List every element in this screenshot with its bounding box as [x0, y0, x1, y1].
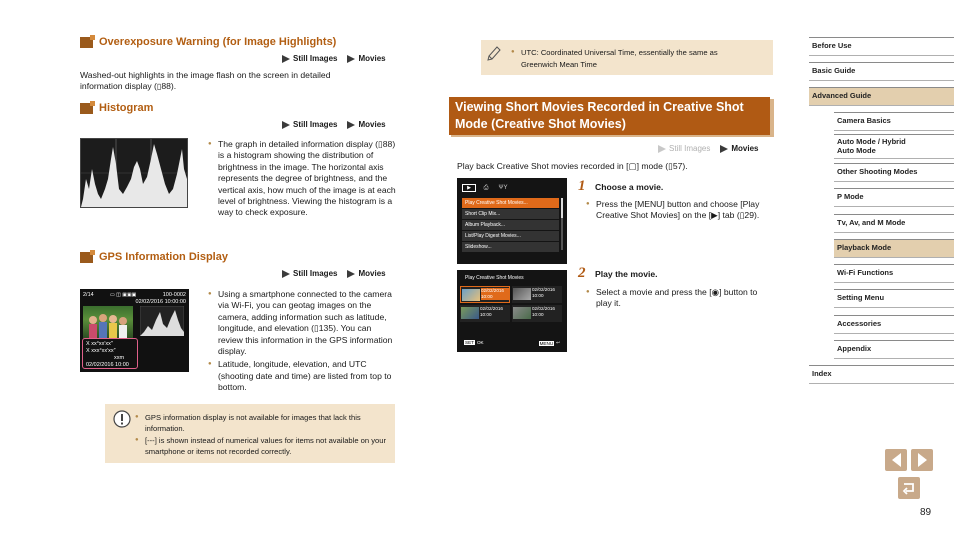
- triangle-icon: [282, 55, 290, 63]
- gps-longitude: X xxx°xx′xx″: [86, 348, 116, 354]
- sidebar-item-index[interactable]: [809, 365, 954, 384]
- sidebar-item-wifi-functions[interactable]: [834, 264, 954, 283]
- movie-thumb-date: 02/02/2016 10:00: [532, 287, 555, 298]
- tag-still-label: Still Images: [669, 144, 711, 153]
- sidebar-label: Setting Menu: [837, 293, 885, 302]
- gps-bullet: ● Latitude, longitude, elevation, and UTC (shooting date and time) are listed from top to bottom.: [208, 359, 398, 393]
- overexposure-heading: [80, 36, 336, 48]
- tag-movies-label: Movies: [358, 120, 386, 129]
- step-1-title: Choose a movie.: [595, 182, 664, 192]
- overexposure-ref[interactable]: 88: [161, 81, 171, 92]
- gps-description: [208, 289, 398, 394]
- tag-movies: [347, 120, 385, 129]
- arrow-right-icon: [918, 453, 927, 467]
- gps-date-top: 02/02/2016 10:00:00: [135, 299, 186, 305]
- menu-item[interactable]: Album Playback...: [462, 220, 559, 230]
- movie-thumb-date: 02/02/2016 10:00: [532, 306, 555, 317]
- settings-tab-icon: ΨΥ: [498, 185, 508, 191]
- menu-item[interactable]: Play Creative Shot Movies...: [462, 198, 559, 208]
- sidebar-item-other-shooting-modes[interactable]: [834, 163, 954, 182]
- overexposure-tags: [282, 54, 386, 63]
- tag-movies-label: Movies: [358, 54, 386, 63]
- tag-still-images: [658, 144, 710, 153]
- step-1-body: [586, 199, 768, 222]
- menu-button-label: MENU: [539, 340, 554, 346]
- menu-item[interactable]: Slideshow...: [462, 242, 559, 252]
- histogram-bullet: ● The graph in detailed information display (▯88) is a histogram showing the distribution of brightness in the image. The horizontal axis represents the degree of brightness, and the vertical axis, how much of the image is at each level of brightness. Viewing the histogram is a way to check exposure.: [208, 139, 398, 219]
- sidebar-label: Other Shooting Modes: [837, 167, 918, 176]
- step-1-bullet: ● Press the [MENU] button and choose [Play Creative Shot Movies] on the [▶] tab (▯29).: [586, 199, 768, 222]
- memo-box: [481, 40, 773, 75]
- sidebar-label: Before Use: [812, 41, 852, 50]
- caution-icon: [113, 410, 131, 428]
- playback-tab-icon: ▶: [462, 184, 476, 192]
- gps-latitude: X xx°xx′xx″: [86, 341, 113, 347]
- ok-hint: [464, 340, 484, 345]
- step-1-number: 1: [578, 178, 586, 194]
- overexposure-end: ).: [170, 81, 177, 92]
- histogram-graph: [80, 138, 188, 208]
- photo-thumbnail: [83, 306, 133, 339]
- tag-movies-label: Movies: [731, 144, 759, 153]
- book-icon: ▯: [156, 82, 162, 92]
- sidebar-item-tv-av-m-mode[interactable]: [834, 214, 954, 233]
- movie-thumb-selected[interactable]: [460, 286, 510, 303]
- sidebar-label: Wi-Fi Functions: [837, 268, 894, 277]
- banner-title: Viewing Short Movies Recorded in Creative Shot Mode (Creative Shot Movies): [455, 100, 744, 131]
- histogram-title: Histogram: [99, 102, 154, 114]
- status-icons: ▭ ◫ ▣▣▣: [110, 292, 137, 298]
- step-2-body: [586, 287, 768, 310]
- intro-text: [457, 161, 757, 172]
- note-item: ● GPS information display is not available for images that lack this information.: [135, 412, 387, 435]
- back-hint: [539, 340, 560, 346]
- sidebar-label: P Mode: [837, 192, 864, 201]
- tag-still-images: [282, 269, 337, 278]
- triangle-icon: [347, 121, 355, 129]
- overexposure-body: Washed-out highlights in the image flash on the screen in detailed information display (: [80, 70, 331, 92]
- gps-elevation: xxm: [114, 355, 125, 361]
- sidebar-label: Camera Basics: [837, 116, 891, 125]
- menu-item[interactable]: List/Play Digest Movies...: [462, 231, 559, 241]
- sidebar-label: Advanced Guide: [812, 91, 872, 100]
- section-banner: [449, 97, 770, 135]
- tag-movies: [347, 269, 385, 278]
- memo-text: ● UTC: Coordinated Universal Time, essentially the same as Greenwich Mean Time: [511, 47, 741, 70]
- menu-list: [462, 198, 559, 252]
- menu-screenshot: [457, 178, 567, 264]
- gps-counter: 100-0002: [162, 292, 186, 298]
- movie-screen-title: Play Creative Shot Movies: [465, 275, 524, 281]
- sidebar-item-p-mode[interactable]: [834, 188, 954, 207]
- sidebar-item-auto-mode[interactable]: [834, 134, 954, 159]
- mini-histogram: [140, 306, 184, 336]
- caution-note: [105, 404, 395, 463]
- sidebar-label: Basic Guide: [812, 66, 856, 75]
- movie-thumb[interactable]: [460, 305, 510, 322]
- arrow-left-icon: [892, 453, 901, 467]
- tag-movies-label: Movies: [358, 269, 386, 278]
- sidebar-item-appendix[interactable]: [834, 340, 954, 359]
- triangle-icon: [282, 121, 290, 129]
- ok-label: OK: [476, 340, 484, 345]
- return-button[interactable]: [898, 477, 920, 499]
- movie-thumb-date: 02/02/2016 10:00: [481, 288, 509, 300]
- gps-frame-number: 2/14: [83, 292, 94, 298]
- return-icon: ↩: [556, 340, 560, 345]
- sidebar-label: Appendix: [837, 344, 872, 353]
- section-marker-icon: [80, 37, 93, 48]
- movie-thumb-date: 02/02/2016 10:00: [480, 306, 503, 317]
- tag-still-images: [282, 120, 337, 129]
- histogram-tags: [282, 120, 386, 129]
- step-2-title: Play the movie.: [595, 269, 658, 279]
- print-tab-icon: ⎙: [483, 185, 489, 191]
- movie-screenshot: [457, 270, 567, 352]
- section-marker-icon: [80, 252, 93, 263]
- gps-date-bottom: 02/02/2016 10:00: [86, 362, 129, 368]
- sidebar-label: Tv, Av, and M Mode: [837, 218, 906, 227]
- gps-info-box: [82, 338, 138, 369]
- menu-item[interactable]: Short Clip Mix...: [462, 209, 559, 219]
- gps-screen: [80, 289, 189, 372]
- histogram-heading: [80, 102, 153, 114]
- tag-movies: [347, 54, 385, 63]
- note-item: ● [---] is shown instead of numerical values for items not available on your smartphone or items not recorded correctly.: [135, 435, 387, 458]
- sidebar-item-advanced-guide[interactable]: [809, 87, 954, 106]
- previous-page-button[interactable]: [885, 449, 907, 471]
- movie-thumb[interactable]: [512, 305, 562, 322]
- sidebar-item-basic-guide[interactable]: [809, 62, 954, 81]
- triangle-icon: [658, 145, 666, 153]
- sidebar-item-camera-basics[interactable]: [834, 112, 954, 131]
- page-number: 89: [920, 507, 932, 518]
- triangle-icon: [720, 145, 728, 153]
- gps-heading: [80, 251, 228, 263]
- return-icon: [901, 481, 917, 495]
- gps-tags: [282, 269, 386, 278]
- triangle-icon: [282, 270, 290, 278]
- menu-tabs: [462, 184, 510, 192]
- step-2-bullet: ● Select a movie and press the [◉] button to play it.: [586, 287, 768, 310]
- sidebar-item-setting-menu[interactable]: [834, 289, 954, 308]
- histogram-chart: [81, 139, 187, 207]
- sidebar-item-before-use[interactable]: [809, 37, 954, 56]
- step-2-number: 2: [578, 265, 586, 281]
- histogram-description: [208, 139, 398, 219]
- section-marker-icon: [80, 103, 93, 114]
- gps-bullet: ● Using a smartphone connected to the camera via Wi-Fi, you can geotag images on the camera, adding information such as latitude, longitude, and elevation (▯135). You can review this information in the GPS information display.: [208, 289, 398, 357]
- set-button-label: SET: [465, 340, 474, 345]
- overexposure-text: [80, 70, 370, 93]
- sidebar-label: Playback Mode: [837, 243, 892, 252]
- sidebar-item-accessories[interactable]: [834, 315, 954, 334]
- triangle-icon: [347, 55, 355, 63]
- sidebar-label: Index: [812, 369, 832, 378]
- pencil-icon: [486, 44, 502, 62]
- tag-still-label: Still Images: [293, 269, 338, 278]
- triangle-icon: [347, 270, 355, 278]
- sidebar-item-playback-mode[interactable]: [834, 239, 954, 258]
- sidebar-label: Auto Mode / Hybrid Auto Mode: [837, 137, 906, 155]
- movie-thumb[interactable]: [512, 286, 562, 303]
- tag-still-label: Still Images: [293, 54, 338, 63]
- tag-movies: [720, 144, 758, 153]
- intro-body: Play back Creative Shot movies recorded in [▢] mode (▯57).: [457, 161, 688, 171]
- overexposure-title: Overexposure Warning (for Image Highlights): [99, 36, 337, 48]
- sidebar-label: Accessories: [837, 319, 882, 328]
- menu-scrollbar[interactable]: [561, 198, 563, 250]
- next-page-button[interactable]: [911, 449, 933, 471]
- gps-title: GPS Information Display: [99, 251, 228, 263]
- tag-still-images: [282, 54, 337, 63]
- creative-shot-tags: [658, 144, 758, 153]
- tag-still-label: Still Images: [293, 120, 338, 129]
